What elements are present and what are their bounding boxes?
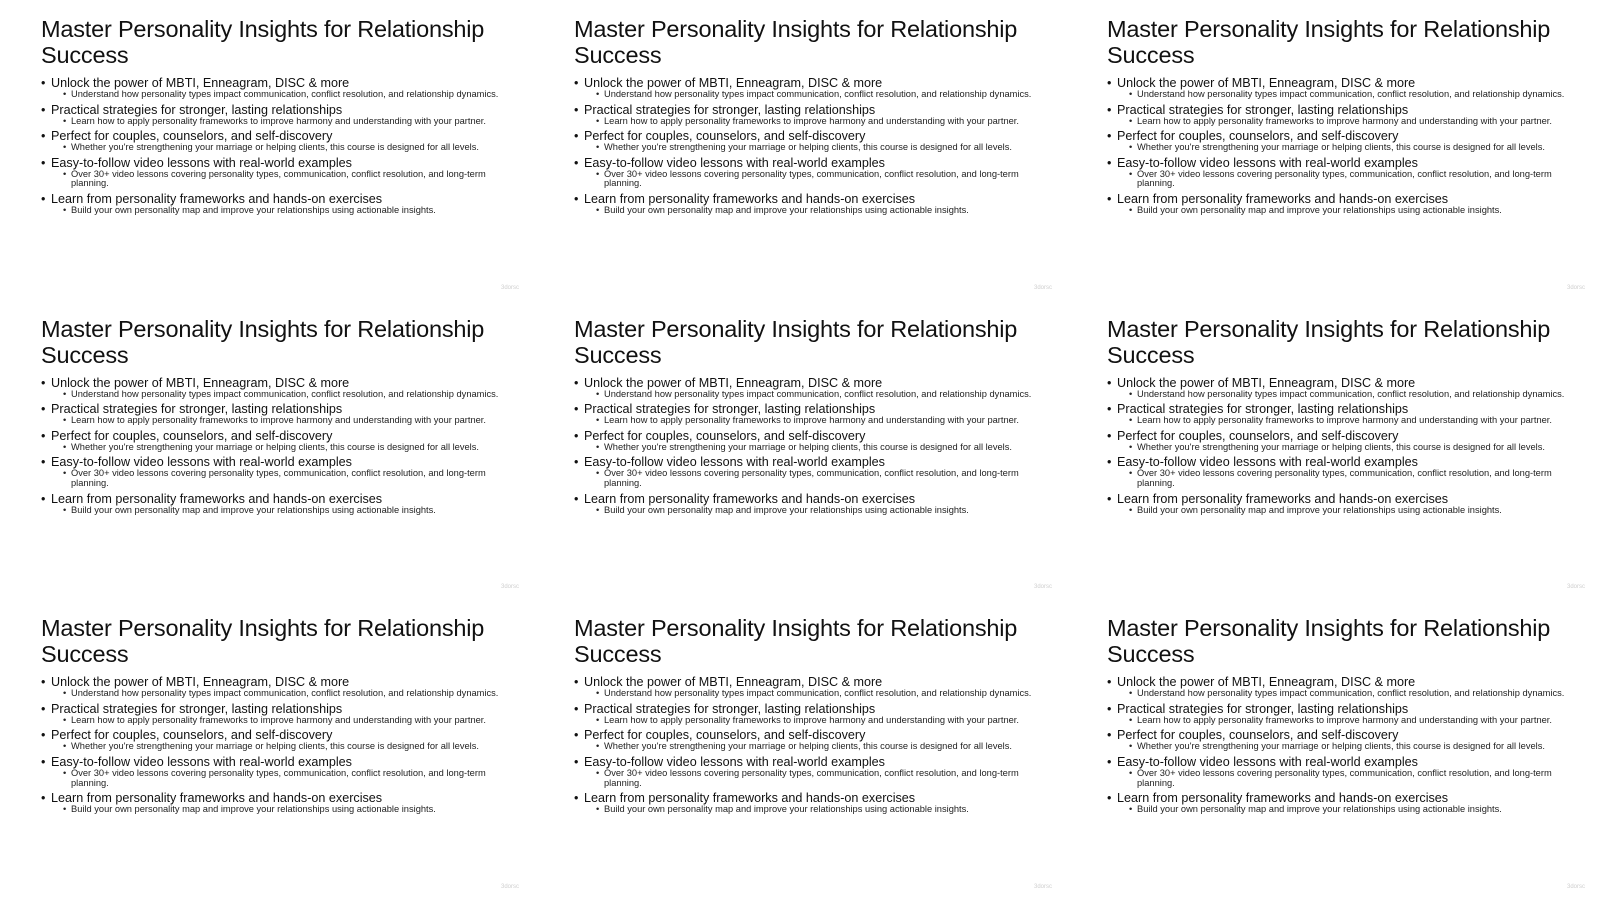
bullet-sub: • Over 30+ video lessons covering personality types, communication, conflict resolution, and long-term planning. [71,170,503,189]
watermark: 3dorsc [1033,284,1052,291]
bullet-main: • Unlock the power of MBTI, Enneagram, DISC & more [574,675,1036,689]
bullet-item [41,129,503,153]
slide [1066,300,1599,600]
slide-title: Master Personality Insights for Relationship Success [1107,615,1551,668]
bullet-main: • Unlock the power of MBTI, Enneagram, DISC & more [41,376,503,390]
bullet-item [41,103,503,127]
bullet-main: • Learn from personality frameworks and hands-on exercises [1107,791,1569,805]
bullet-sub: • Whether you're strengthening your marriage or helping clients, this course is designed for all levels. [604,742,1036,752]
bullet-main: • Practical strategies for stronger, lasting relationships [1107,402,1569,416]
slide-title: Master Personality Insights for Relationship Success [1107,16,1551,68]
slide [1066,599,1599,899]
bullet-list [41,675,503,815]
bullet-sub: • Build your own personality map and improve your relationships using actionable insights. [604,506,1036,516]
bullet-list [1107,376,1569,516]
bullet-sub: • Learn how to apply personality frameworks to improve harmony and understanding with your partner. [604,416,1036,426]
bullet-sub: • Understand how personality types impact communication, conflict resolution, and relationship dynamics. [71,90,503,100]
slide-title: Master Personality Insights for Relationship Success [574,315,1018,368]
watermark: 3dorsc [1566,284,1585,291]
bullet-main: • Learn from personality frameworks and hands-on exercises [41,791,503,805]
bullet-main: • Unlock the power of MBTI, Enneagram, DISC & more [574,376,1036,390]
bullet-item [41,791,503,815]
bullet-sub: • Understand how personality types impact communication, conflict resolution, and relationship dynamics. [1137,90,1569,100]
bullet-sub: • Learn how to apply personality frameworks to improve harmony and understanding with your partner. [71,716,503,726]
bullet-item [41,402,503,426]
bullet-item [574,702,1036,726]
bullet-main: • Easy-to-follow video lessons with real-world examples [574,156,1036,170]
bullet-item [1107,429,1569,453]
bullet-main: • Perfect for couples, counselors, and self-discovery [41,429,503,443]
bullet-item [41,755,503,788]
bullet-item [574,755,1036,788]
bullet-item [1107,755,1569,788]
bullet-main: • Learn from personality frameworks and hands-on exercises [1107,492,1569,506]
bullet-main: • Perfect for couples, counselors, and self-discovery [574,129,1036,143]
bullet-sub: • Whether you're strengthening your marriage or helping clients, this course is designed for all levels. [71,143,503,153]
bullet-sub: • Understand how personality types impact communication, conflict resolution, and relationship dynamics. [71,390,503,400]
bullet-main: • Easy-to-follow video lessons with real-world examples [41,156,503,170]
bullet-sub: • Build your own personality map and improve your relationships using actionable insights. [1137,506,1569,516]
bullet-main: • Perfect for couples, counselors, and self-discovery [574,728,1036,742]
bullet-item [41,492,503,516]
slide [1066,0,1599,300]
slide-title: Master Personality Insights for Relationship Success [41,16,485,68]
bullet-item [574,376,1036,400]
bullet-item [574,455,1036,488]
watermark: 3dorsc [1566,584,1585,591]
bullet-main: • Practical strategies for stronger, lasting relationships [41,702,503,716]
bullet-sub: • Whether you're strengthening your marriage or helping clients, this course is designed for all levels. [71,742,503,752]
bullet-sub: • Understand how personality types impact communication, conflict resolution, and relationship dynamics. [71,689,503,699]
bullet-main: • Practical strategies for stronger, lasting relationships [574,103,1036,117]
bullet-item [41,376,503,400]
watermark: 3dorsc [1033,883,1052,890]
bullet-sub: • Build your own personality map and improve your relationships using actionable insights. [604,805,1036,815]
slide-title: Master Personality Insights for Relationship Success [574,16,1018,68]
bullet-item [574,791,1036,815]
bullet-sub: • Understand how personality types impact communication, conflict resolution, and relationship dynamics. [604,390,1036,400]
bullet-item [574,675,1036,699]
bullet-list [41,376,503,516]
bullet-item [1107,728,1569,752]
watermark: 3dorsc [1033,584,1052,591]
slide [0,0,533,300]
bullet-main: • Unlock the power of MBTI, Enneagram, DISC & more [41,76,503,90]
slide [0,599,533,899]
bullet-sub: • Build your own personality map and improve your relationships using actionable insights. [71,206,503,216]
bullet-list [1107,76,1569,216]
bullet-main: • Easy-to-follow video lessons with real-world examples [41,455,503,469]
bullet-sub: • Build your own personality map and improve your relationships using actionable insights. [1137,805,1569,815]
bullet-sub: • Over 30+ video lessons covering personality types, communication, conflict resolution, and long-term planning. [604,769,1036,788]
bullet-main: • Learn from personality frameworks and hands-on exercises [574,791,1036,805]
bullet-main: • Perfect for couples, counselors, and self-discovery [41,129,503,143]
bullet-main: • Learn from personality frameworks and hands-on exercises [41,492,503,506]
watermark: 3dorsc [500,284,519,291]
bullet-main: • Unlock the power of MBTI, Enneagram, DISC & more [1107,76,1569,90]
bullet-main: • Unlock the power of MBTI, Enneagram, DISC & more [1107,675,1569,689]
watermark: 3dorsc [1566,883,1585,890]
bullet-item [574,76,1036,100]
bullet-sub: • Whether you're strengthening your marriage or helping clients, this course is designed for all levels. [604,443,1036,453]
bullet-sub: • Learn how to apply personality frameworks to improve harmony and understanding with your partner. [1137,716,1569,726]
bullet-item [1107,129,1569,153]
bullet-sub: • Build your own personality map and improve your relationships using actionable insights. [1137,206,1569,216]
bullet-item [574,402,1036,426]
slide-title: Master Personality Insights for Relationship Success [574,615,1018,668]
bullet-main: • Perfect for couples, counselors, and self-discovery [1107,728,1569,742]
bullet-item [41,156,503,189]
bullet-main: • Easy-to-follow video lessons with real-world examples [574,455,1036,469]
bullet-item [41,429,503,453]
bullet-item [41,455,503,488]
bullet-list [574,675,1036,815]
bullet-sub: • Over 30+ video lessons covering personality types, communication, conflict resolution, and long-term planning. [1137,469,1569,488]
bullet-item [1107,455,1569,488]
bullet-list [41,76,503,216]
bullet-main: • Learn from personality frameworks and hands-on exercises [574,192,1036,206]
bullet-item [41,728,503,752]
bullet-sub: • Whether you're strengthening your marriage or helping clients, this course is designed for all levels. [1137,143,1569,153]
bullet-sub: • Understand how personality types impact communication, conflict resolution, and relationship dynamics. [1137,390,1569,400]
bullet-sub: • Over 30+ video lessons covering personality types, communication, conflict resolution, and long-term planning. [1137,170,1569,189]
bullet-item [1107,675,1569,699]
bullet-main: • Easy-to-follow video lessons with real-world examples [1107,156,1569,170]
slide-title: Master Personality Insights for Relationship Success [1107,315,1551,368]
bullet-main: • Practical strategies for stronger, lasting relationships [1107,103,1569,117]
bullet-list [574,376,1036,516]
bullet-item [1107,103,1569,127]
bullet-item [41,702,503,726]
bullet-item [574,129,1036,153]
bullet-sub: • Understand how personality types impact communication, conflict resolution, and relationship dynamics. [1137,689,1569,699]
bullet-sub: • Whether you're strengthening your marriage or helping clients, this course is designed for all levels. [1137,742,1569,752]
bullet-sub: • Over 30+ video lessons covering personality types, communication, conflict resolution, and long-term planning. [71,469,503,488]
bullet-sub: • Build your own personality map and improve your relationships using actionable insights. [71,805,503,815]
bullet-sub: • Learn how to apply personality frameworks to improve harmony and understanding with your partner. [71,416,503,426]
bullet-sub: • Whether you're strengthening your marriage or helping clients, this course is designed for all levels. [71,443,503,453]
slide [533,599,1066,899]
bullet-main: • Learn from personality frameworks and hands-on exercises [574,492,1036,506]
bullet-sub: • Whether you're strengthening your marriage or helping clients, this course is designed for all levels. [1137,443,1569,453]
bullet-item [41,192,503,216]
watermark: 3dorsc [500,883,519,890]
bullet-item [41,675,503,699]
bullet-main: • Practical strategies for stronger, lasting relationships [1107,702,1569,716]
slide [533,0,1066,300]
bullet-sub: • Learn how to apply personality frameworks to improve harmony and understanding with your partner. [71,117,503,127]
bullet-main: • Easy-to-follow video lessons with real-world examples [1107,755,1569,769]
bullet-sub: • Build your own personality map and improve your relationships using actionable insights. [604,206,1036,216]
bullet-item [574,728,1036,752]
bullet-list [1107,675,1569,815]
bullet-main: • Perfect for couples, counselors, and self-discovery [574,429,1036,443]
bullet-main: • Easy-to-follow video lessons with real-world examples [1107,455,1569,469]
bullet-item [574,192,1036,216]
bullet-sub: • Build your own personality map and improve your relationships using actionable insights. [71,506,503,516]
bullet-sub: • Over 30+ video lessons covering personality types, communication, conflict resolution, and long-term planning. [1137,769,1569,788]
bullet-sub: • Over 30+ video lessons covering personality types, communication, conflict resolution, and long-term planning. [604,170,1036,189]
bullet-sub: • Whether you're strengthening your marriage or helping clients, this course is designed for all levels. [604,143,1036,153]
bullet-item [574,156,1036,189]
slide [0,300,533,600]
bullet-item [574,103,1036,127]
bullet-item [1107,192,1569,216]
bullet-item [41,76,503,100]
bullet-sub: • Learn how to apply personality frameworks to improve harmony and understanding with your partner. [604,716,1036,726]
slide [533,300,1066,600]
bullet-sub: • Understand how personality types impact communication, conflict resolution, and relationship dynamics. [604,689,1036,699]
slide-title: Master Personality Insights for Relationship Success [41,615,485,668]
bullet-sub: • Learn how to apply personality frameworks to improve harmony and understanding with your partner. [604,117,1036,127]
watermark: 3dorsc [500,584,519,591]
bullet-main: • Perfect for couples, counselors, and self-discovery [1107,129,1569,143]
bullet-main: • Perfect for couples, counselors, and self-discovery [41,728,503,742]
bullet-item [1107,402,1569,426]
bullet-sub: • Over 30+ video lessons covering personality types, communication, conflict resolution, and long-term planning. [604,469,1036,488]
bullet-item [574,429,1036,453]
bullet-item [1107,76,1569,100]
bullet-main: • Practical strategies for stronger, lasting relationships [574,402,1036,416]
bullet-item [1107,492,1569,516]
bullet-main: • Practical strategies for stronger, lasting relationships [574,702,1036,716]
bullet-main: • Learn from personality frameworks and hands-on exercises [1107,192,1569,206]
bullet-main: • Unlock the power of MBTI, Enneagram, DISC & more [41,675,503,689]
bullet-main: • Perfect for couples, counselors, and self-discovery [1107,429,1569,443]
bullet-main: • Practical strategies for stronger, lasting relationships [41,103,503,117]
bullet-main: • Learn from personality frameworks and hands-on exercises [41,192,503,206]
bullet-item [1107,791,1569,815]
bullet-list [574,76,1036,216]
bullet-main: • Unlock the power of MBTI, Enneagram, DISC & more [1107,376,1569,390]
bullet-main: • Unlock the power of MBTI, Enneagram, DISC & more [574,76,1036,90]
bullet-sub: • Learn how to apply personality frameworks to improve harmony and understanding with your partner. [1137,117,1569,127]
bullet-main: • Easy-to-follow video lessons with real-world examples [574,755,1036,769]
bullet-item [574,492,1036,516]
slide-title: Master Personality Insights for Relationship Success [41,315,485,368]
bullet-sub: • Learn how to apply personality frameworks to improve harmony and understanding with your partner. [1137,416,1569,426]
bullet-item [1107,156,1569,189]
bullet-sub: • Understand how personality types impact communication, conflict resolution, and relationship dynamics. [604,90,1036,100]
bullet-main: • Practical strategies for stronger, lasting relationships [41,402,503,416]
bullet-item [1107,702,1569,726]
bullet-main: • Easy-to-follow video lessons with real-world examples [41,755,503,769]
bullet-item [1107,376,1569,400]
bullet-sub: • Over 30+ video lessons covering personality types, communication, conflict resolution, and long-term planning. [71,769,503,788]
